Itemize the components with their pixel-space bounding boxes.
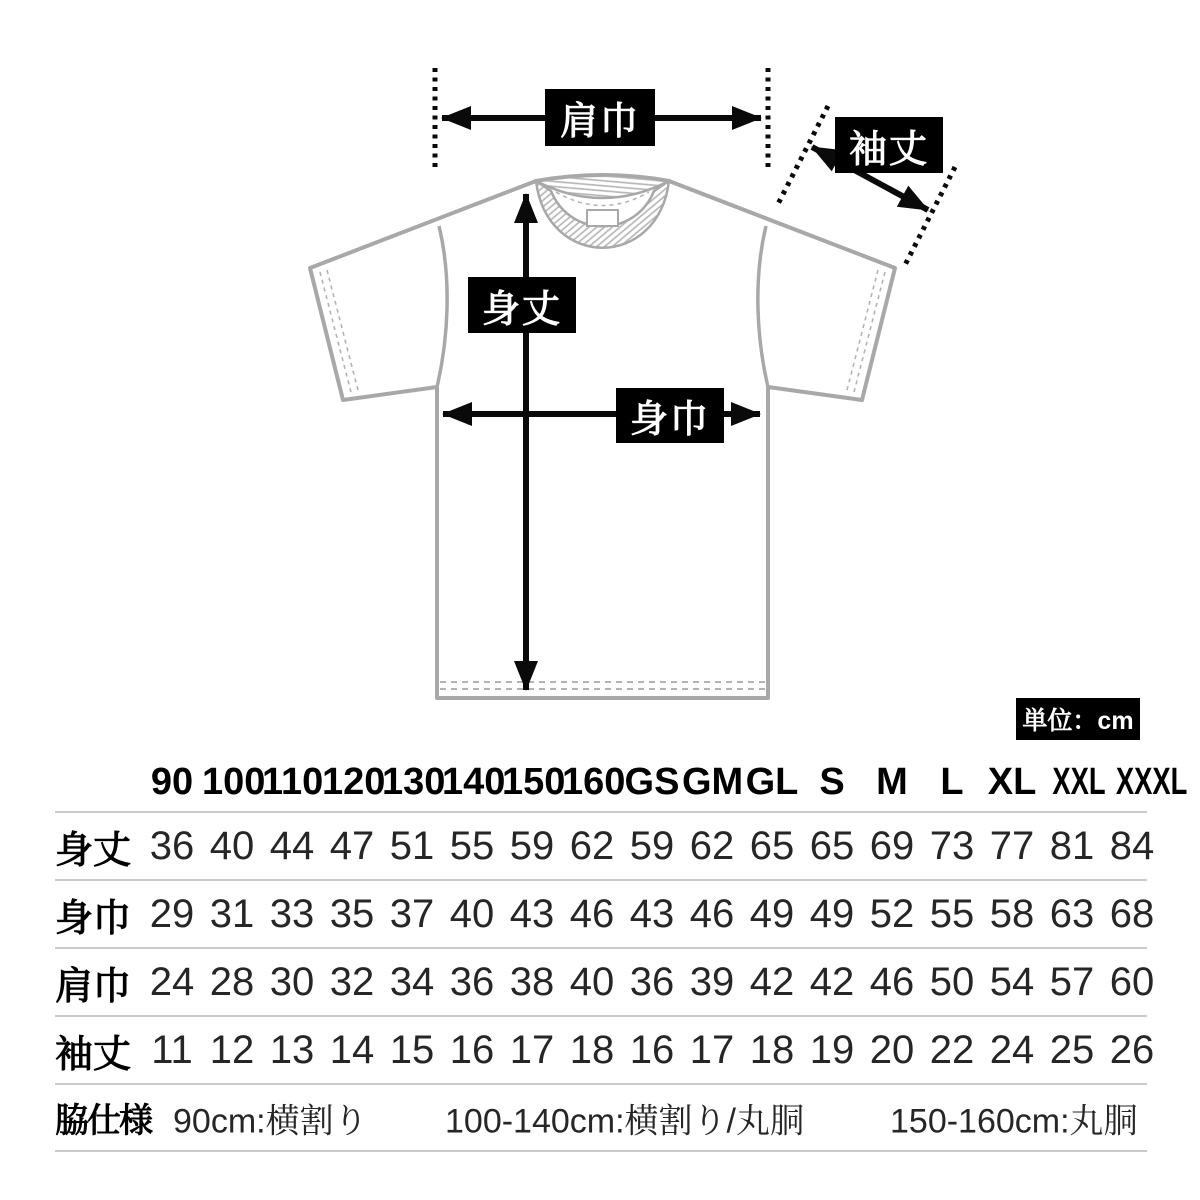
- size-value-cell: 43: [629, 891, 675, 936]
- tshirt-outline: [310, 175, 895, 698]
- size-value-cell: 31: [209, 891, 255, 936]
- size-value-cell: 46: [869, 959, 915, 1004]
- body-length-label: 身丈: [468, 277, 576, 333]
- size-value-cell: 29: [149, 891, 195, 936]
- size-column-header: 110: [262, 760, 324, 803]
- side-spec-text: 90cm:横割り: [173, 1102, 368, 1140]
- size-value-cell: 40: [209, 823, 255, 868]
- size-value-cell: 81: [1049, 823, 1095, 868]
- size-value-cell: 54: [989, 959, 1035, 1004]
- size-value-cell: 15: [389, 1027, 435, 1072]
- size-column-header: 100: [202, 760, 266, 803]
- size-value-cell: 16: [449, 1027, 495, 1072]
- size-value-cell: 58: [989, 891, 1035, 936]
- size-value-cell: 59: [629, 823, 675, 868]
- side-spec-row: [55, 1085, 1147, 1152]
- size-value-cell: 42: [809, 959, 855, 1004]
- size-value-cell: 19: [809, 1027, 855, 1072]
- size-table-row: [55, 1017, 1155, 1085]
- size-value-cell: 24: [149, 959, 195, 1004]
- size-value-cell: 17: [689, 1027, 735, 1072]
- size-value-cell: 38: [509, 959, 555, 1004]
- size-value-cell: 17: [509, 1027, 555, 1072]
- size-value-cell: 32: [329, 959, 375, 1004]
- size-column-header: L: [940, 760, 964, 803]
- size-value-cell: 16: [629, 1027, 675, 1072]
- size-value-cell: 30: [269, 959, 315, 1004]
- row-label: 袖丈: [55, 1033, 132, 1076]
- sleeve-length-label: 袖丈: [835, 117, 943, 173]
- size-value-cell: 60: [1109, 959, 1155, 1004]
- size-value-cell: 77: [989, 823, 1035, 868]
- size-column-header: XL: [987, 760, 1037, 803]
- size-value-cell: 22: [929, 1027, 975, 1072]
- row-label: 身巾: [55, 897, 132, 940]
- size-table: [55, 753, 1188, 1152]
- size-value-cell: 12: [209, 1027, 255, 1072]
- size-value-cell: 69: [869, 823, 915, 868]
- size-table-row: [55, 949, 1155, 1017]
- size-value-cell: 39: [689, 959, 735, 1004]
- size-value-cell: 36: [449, 959, 495, 1004]
- size-column-header: S: [819, 760, 845, 803]
- unit-badge: 単位：cm: [1016, 698, 1140, 740]
- size-value-cell: 42: [749, 959, 795, 1004]
- size-column-header: 90: [150, 760, 194, 803]
- size-value-cell: 57: [1049, 959, 1095, 1004]
- size-value-cell: 40: [569, 959, 615, 1004]
- size-value-cell: 47: [329, 823, 375, 868]
- size-value-cell: 52: [869, 891, 915, 936]
- size-value-cell: 43: [509, 891, 555, 936]
- size-value-cell: 62: [569, 823, 615, 868]
- size-value-cell: 36: [629, 959, 675, 1004]
- size-value-cell: 84: [1109, 823, 1155, 868]
- size-value-cell: 20: [869, 1027, 915, 1072]
- size-value-cell: 11: [151, 1027, 193, 1072]
- size-value-cell: 46: [689, 891, 735, 936]
- size-value-cell: 65: [809, 823, 855, 868]
- size-value-cell: 36: [149, 823, 195, 868]
- size-value-cell: 13: [269, 1027, 315, 1072]
- size-table-row: [55, 813, 1155, 881]
- size-value-cell: 73: [929, 823, 975, 868]
- row-label: 肩巾: [55, 965, 132, 1008]
- size-value-cell: 14: [329, 1027, 375, 1072]
- size-column-header: 130: [382, 760, 446, 803]
- size-value-cell: 26: [1109, 1027, 1155, 1072]
- size-value-cell: 34: [389, 959, 435, 1004]
- size-value-cell: 55: [929, 891, 975, 936]
- size-value-cell: 24: [989, 1027, 1035, 1072]
- size-value-cell: 63: [1049, 891, 1095, 936]
- size-value-cell: 44: [269, 823, 315, 868]
- size-column-header: GM: [682, 760, 744, 803]
- side-spec-text: 100-140cm:横割り/丸胴: [445, 1102, 804, 1140]
- row-label: 身丈: [55, 829, 132, 872]
- size-value-cell: 55: [449, 823, 495, 868]
- size-value-cell: 37: [389, 891, 435, 936]
- size-value-cell: 59: [509, 823, 555, 868]
- size-value-cell: 35: [329, 891, 375, 936]
- size-value-cell: 18: [749, 1027, 795, 1072]
- size-value-cell: 33: [269, 891, 315, 936]
- size-column-header: GL: [745, 760, 799, 803]
- size-table-header-row: [55, 753, 1188, 813]
- size-value-cell: 18: [569, 1027, 615, 1072]
- neck-label-tag: [587, 210, 618, 226]
- row-label: 脇仕様: [55, 1102, 151, 1140]
- size-column-header: 160: [562, 760, 626, 803]
- size-column-header: 120: [322, 760, 386, 803]
- size-column-header: 140: [442, 760, 506, 803]
- size-value-cell: 49: [809, 891, 855, 936]
- body-width-label: 身巾: [616, 388, 724, 443]
- size-value-cell: 50: [929, 959, 975, 1004]
- size-value-cell: 68: [1109, 891, 1155, 936]
- size-value-cell: 46: [569, 891, 615, 936]
- sleeve-lower-guide-line: [905, 167, 955, 265]
- size-column-header: M: [876, 760, 908, 803]
- size-value-cell: 25: [1049, 1027, 1095, 1072]
- size-value-cell: 51: [389, 823, 435, 868]
- side-spec-text: 150-160cm:丸胴: [890, 1102, 1138, 1140]
- size-value-cell: 65: [749, 823, 795, 868]
- size-column-header: XXL: [1052, 760, 1106, 803]
- size-value-cell: 28: [209, 959, 255, 1004]
- size-column-header: XXXL: [1115, 760, 1188, 803]
- size-column-header: GS: [624, 760, 680, 803]
- size-value-cell: 40: [449, 891, 495, 936]
- size-value-cell: 49: [749, 891, 795, 936]
- size-value-cell: 62: [689, 823, 735, 868]
- shoulder-width-label: 肩巾: [545, 89, 655, 146]
- size-column-header: 150: [502, 760, 566, 803]
- size-table-row: [55, 881, 1155, 949]
